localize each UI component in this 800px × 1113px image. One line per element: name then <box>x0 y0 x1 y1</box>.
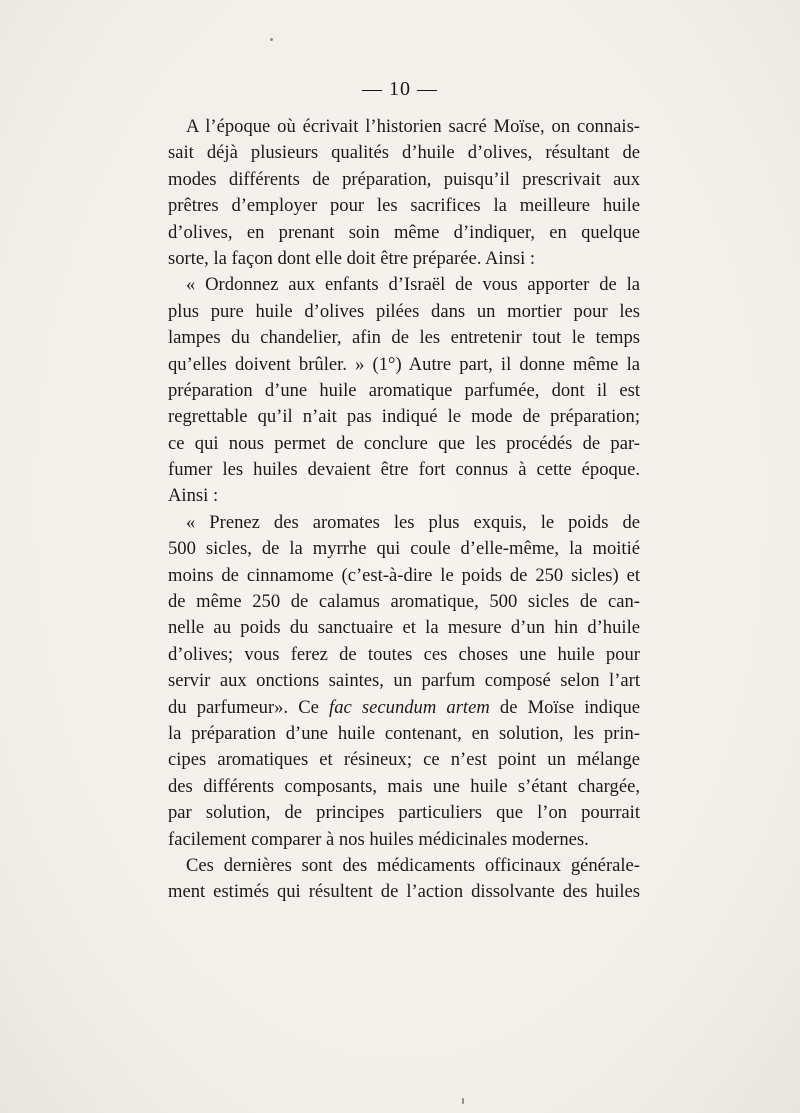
text-line: facilement comparer à nos huiles médicinales modernes. <box>168 828 589 850</box>
text-line: la préparation d’une huile contenant, en solution, les prin- <box>168 722 640 744</box>
text-line: regrettable qu’il n’ait pas indiqué le mode de préparation; <box>168 406 640 428</box>
text-line: fumer les huiles devaient être fort connus à cette époque. <box>168 459 640 481</box>
text-line: sait déjà plusieurs qualités d’huile d’olives, résultant de <box>168 142 640 164</box>
text-line: 500 sicles, de la myrrhe qui coule d’elle-même, la moitié <box>168 538 640 560</box>
text-line: servir aux onctions saintes, un parfum composé selon l’art <box>168 670 640 692</box>
text-line: d’olives, en prenant soin même d’indiquer, en quelque <box>168 221 640 243</box>
text-line: de même 250 de calamus aromatique, 500 sicles de can- <box>168 591 640 613</box>
text-line: Ces dernières sont des médicaments officinaux générale- <box>186 854 640 876</box>
text-segment: du parfumeur». Ce <box>168 696 330 718</box>
text-line: « Ordonnez aux enfants d’Israël de vous apporter de la <box>186 274 640 296</box>
text-line: plus pure huile d’olives pilées dans un mortier pour les <box>168 300 640 322</box>
text-line: qu’elles doivent brûler. » (1°) Autre part, il donne même la <box>168 353 640 375</box>
text-line: sorte, la façon dont elle doit être préparée. Ainsi : <box>168 247 536 269</box>
page-number: — 10 — <box>362 78 438 100</box>
text-line: « Prenez des aromates les plus exquis, le poids de <box>186 511 640 533</box>
text-line: préparation d’une huile aromatique parfumée, dont il est <box>168 379 640 401</box>
text-line: A l’époque où écrivait l’historien sacré Moïse, on connais- <box>186 116 640 137</box>
text-line: des différents composants, mais une huile s’étant chargée, <box>168 775 640 797</box>
text-line-with-italic <box>168 695 640 721</box>
text-line: cipes aromatiques et résineux; ce n’est point un mélange <box>168 749 640 771</box>
text-segment: de Moïse indique <box>489 696 640 718</box>
text-line: modes différents de préparation, puisqu’il prescrivait aux <box>168 168 640 190</box>
text-line: d’olives; vous ferez de toutes ces choses une huile pour <box>168 643 640 665</box>
text-line: par solution, de principes particuliers que l’on pourrait <box>168 802 640 824</box>
text-line: prêtres d’employer pour les sacrifices la meilleure huile <box>168 195 640 217</box>
text-line: ment estimés qui résultent de l’action dissolvante des huiles <box>168 881 640 903</box>
body-text <box>168 114 640 906</box>
text-line: Ainsi : <box>168 485 219 507</box>
text-line: lampes du chandelier, afin de les entretenir tout le temps <box>168 327 640 349</box>
text-line: nelle au poids du sanctuaire et la mesure d’un hin d’huile <box>168 617 640 639</box>
ink-speck <box>462 1098 464 1104</box>
text-line: ce qui nous permet de conclure que les procédés de par- <box>168 432 640 454</box>
ink-speck <box>270 38 273 41</box>
italic-phrase: fac secundum artem <box>329 696 490 718</box>
text-line: moins de cinnamome (c’est-à-dire le poids de 250 sicles) et <box>168 564 640 586</box>
